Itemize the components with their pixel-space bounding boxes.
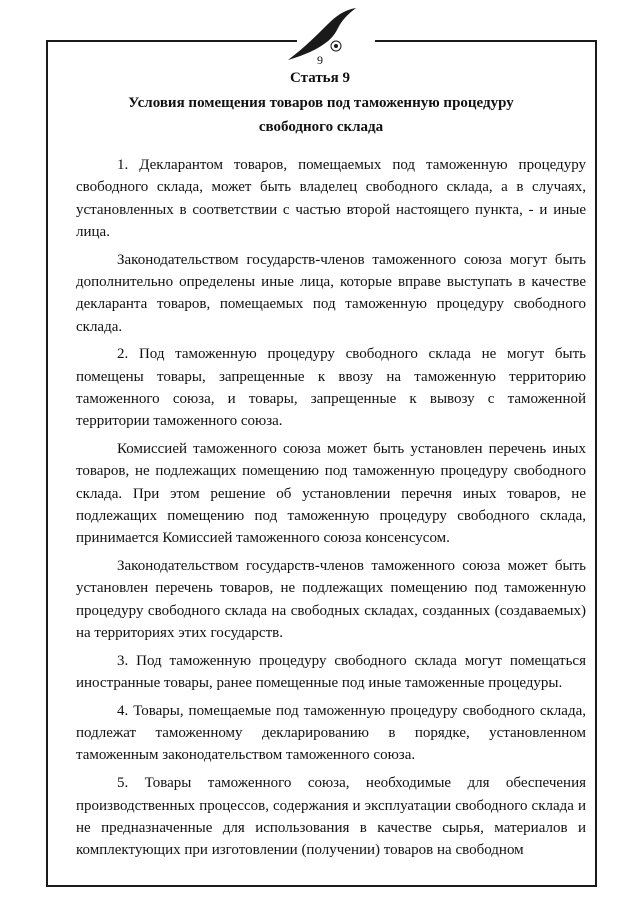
article-title: Статья 9	[290, 70, 350, 86]
article-body	[76, 154, 586, 867]
frame-top-border-right	[375, 40, 597, 42]
article-subtitle: Условия помещения товаров под таможенную процедуру свободного склада	[128, 95, 514, 135]
page-number: 9	[317, 53, 323, 67]
paragraph: 4. Товары, помещаемые под таможенную процедуру свободного склада, подлежат таможенному декларированию в порядке, установленном таможенным законодательством таможенного союза.	[76, 702, 586, 764]
frame-top-border-left	[46, 40, 297, 42]
paragraph: Законодательством государств-членов таможенного союза может быть установлен перечень товаров, не подлежащих помещению под таможенную процедуру свободного склада на свободных складах, созданных (создаваемых) на территориях этих государств.	[76, 558, 586, 641]
paragraph: Законодательством государств-членов таможенного союза могут быть дополнительно определены иные лица, которые вправе выступать в качестве декларанта товаров, помещаемых под таможенную процедуру свободного склада.	[76, 251, 586, 335]
paragraph: 1. Декларантом товаров, помещаемых под таможенную процедуру свободного склада, может быть владелец свободного склада, а в случаях, установленных в соответствии с частью второй настоящего пункта, - и иные лица.	[76, 157, 586, 240]
paragraph: 3. Под таможенную процедуру свободного склада могут помещаться иностранные товары, ранее помещенные под иные таможенные процедуры.	[76, 652, 586, 692]
paragraph: 5. Товары таможенного союза, необходимые для обеспечения производственных процессов, содержания и эксплуатации свободного склада и не предназначенные для использования в качестве сырья, материалов и комплектующих при изготовлении (получении) товаров на свободном	[76, 775, 586, 859]
paragraph: Комиссией таможенного союза может быть установлен перечень иных товаров, не подлежащих помещению под таможенную процедуру свободного склада. При этом решение об установлении перечня иных товаров, не подлежащих помещению под таможенную процедуру свободного склада, принимается Комиссией таможенного союза консенсусом.	[76, 441, 586, 547]
paragraph: 2. Под таможенную процедуру свободного склада не могут быть помещены товары, запрещенные к ввозу на таможенную территорию таможенного союза, и товары, запрещенные к вывозу с таможенной территории таможенного союза.	[76, 346, 586, 430]
